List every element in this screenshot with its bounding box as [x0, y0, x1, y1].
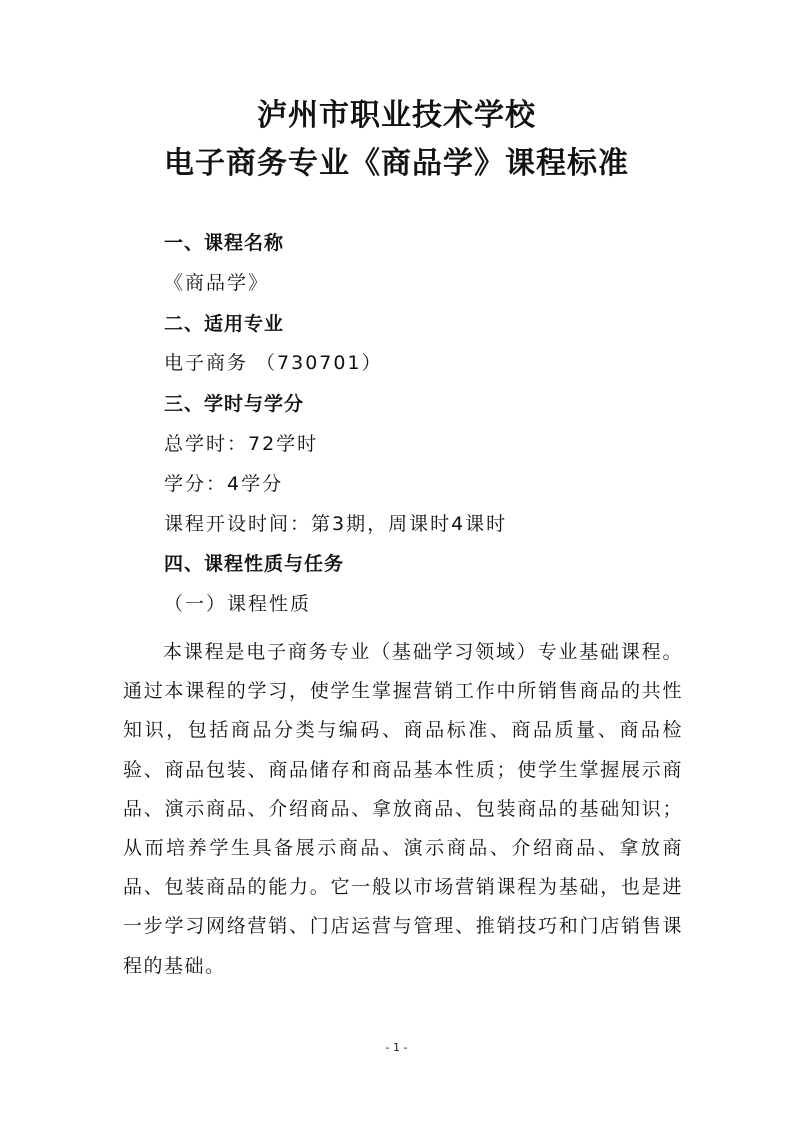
- total-hours: 总学时：72学时: [164, 433, 319, 455]
- section-heading-major: 二、适用专业: [164, 313, 285, 335]
- school-title: 泸州市职业技术学校: [257, 98, 536, 133]
- credits: 学分：4学分: [164, 473, 284, 495]
- page-number: - 1 -: [385, 1041, 408, 1054]
- course-nature-paragraph: 本课程是电子商务专业（基础学习领域）专业基础课程。通过本课程的学习，使学生掌握营销工作中所销售商品的共性知识，包括商品分类与编码、商品标准、商品质量、商品检验、商品包装、商品储存和商品基本性质；使学生掌握展示商品、演示商品、介绍商品、拿放商品、包装商品的基础知识；从而培养学生具备展示商品、演示商品、介绍商品、拿放商品、包装商品的能力。它一般以市场营销课程为基础，也是进一步学习网络营销、门店运营与管理、推销技巧和门店销售课程的基础。: [123, 641, 683, 977]
- section-heading-course-name: 一、课程名称: [164, 232, 285, 254]
- subheading-course-nature: （一）课程性质: [164, 593, 312, 615]
- schedule: 课程开设时间：第3期，周课时4课时: [164, 513, 508, 535]
- section-heading-hours-credits: 三、学时与学分: [164, 393, 305, 415]
- course-name-value: 《商品学》: [164, 272, 270, 294]
- major-value: 电子商务 （730701）: [164, 352, 383, 374]
- course-standard-title: 电子商务专业《商品学》课程标准: [164, 146, 629, 181]
- section-heading-nature-task: 四、课程性质与任务: [164, 553, 345, 575]
